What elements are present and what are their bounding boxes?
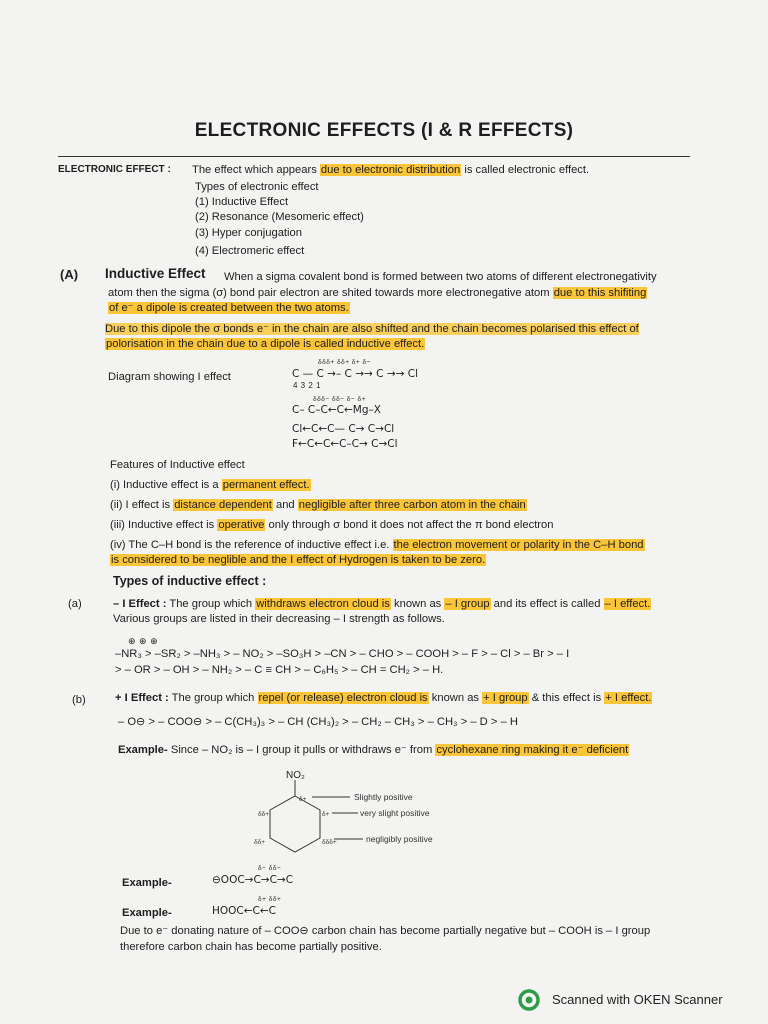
chain1: C — C →– C →→ C →→ Cl [292, 368, 419, 380]
nitro-ring-diagram [240, 766, 470, 866]
ring-delta-3: δδ+ [258, 811, 270, 818]
plus-i-series: – O⊖ > – COO⊖ > – C(CH₃)₃ > – CH (CH₃)₂ > – CH₂ – CH₃ > – CH₃ > – D > – H [118, 716, 518, 728]
features-heading: Features of Inductive effect [110, 459, 245, 471]
ring-delta-2: δ+ [322, 811, 330, 818]
scanner-logo-icon [518, 989, 540, 1011]
minus-i-series-2: > – OR > – OH > – NH₂ > – C ≡ CH > – C₆H₅ > – CH = CH₂ > – H. [115, 664, 444, 676]
chain1-numbers: 4 3 2 1 [293, 381, 321, 390]
sub-a-marker: (a) [68, 598, 82, 610]
section-a-para2-line1: Due to this dipole the σ bonds e⁻ in the chain are also shifted and the chain becomes polarised this effect of [105, 323, 639, 335]
scanner-watermark: Scanned with OKEN Scanner [552, 992, 723, 1007]
section-a-heading: Inductive Effect [105, 266, 206, 281]
types-inductive-heading: Types of inductive effect : [113, 574, 267, 588]
ring-delta-1: δ+ [299, 796, 307, 803]
ring-delta-5: δδδ+ [322, 839, 337, 846]
feature-1: (i) Inductive effect is a permanent effect. [110, 479, 310, 491]
example-2-label: Example- [122, 877, 172, 889]
sub-a-line2: Various groups are listed in their decreasing – I strength as follows. [113, 613, 445, 625]
example-1: Example- Since – NO₂ is – I group it pulls or withdraws e⁻ from cyclohexane ring making it e⁻ deficient [118, 744, 629, 756]
feature-4: (iv) The C–H bond is the reference of inductive effect i.e. the electron movement or polarity in the C–H bond [110, 539, 644, 551]
section-a-para2-line2: polorisation in the chain due to a dipole is called inductive effect. [106, 338, 425, 350]
annotation-slightly-positive: Slightly positive [354, 792, 413, 802]
title-underline [58, 156, 690, 157]
chain3: Cl←C←C— C→ C→Cl [292, 423, 395, 435]
section-a-line2: atom then the sigma (σ) bond pair electron are shited towards more electronegative atom due to this shifiting [108, 287, 647, 299]
ring-hexagon [270, 796, 320, 852]
page-title: ELECTRONIC EFFECTS (I & R EFFECTS) [194, 120, 574, 141]
diagram-label: Diagram showing I effect [108, 371, 231, 383]
types-heading: Types of electronic effect [195, 181, 319, 193]
type-item-3: (3) Hyper conjugation [195, 227, 302, 239]
feature-3: (iii) Inductive effect is operative only through σ bond it does not affect the π bond electron [110, 519, 554, 531]
intro-label: ELECTRONIC EFFECT : [58, 164, 171, 175]
example-3-label: Example- [122, 907, 172, 919]
chain2-deltas: δδδ− δδ− δ− δ+ [313, 396, 366, 403]
sub-b-marker: (b) [72, 694, 86, 706]
final-line-2: therefore carbon chain has become partially positive. [120, 941, 382, 953]
type-item-2: (2) Resonance (Mesomeric effect) [195, 211, 364, 223]
example-2-formula: ⊖OOC→C→C→C [212, 874, 294, 886]
annotation-very-slight: very slight positive [360, 808, 430, 818]
final-line-1: Due to e⁻ donating nature of – COO⊖ carbon chain has become partially negative but – COOH is – I group [120, 925, 651, 937]
section-a-line3: of e⁻ a dipole is created between the two atoms. [109, 302, 349, 314]
section-a-line1: When a sigma covalent bond is formed between two atoms of different electronegativity [224, 271, 657, 283]
example-3-deltas: δ+ δδ+ [258, 896, 282, 903]
sub-a-charges: ⊕ ⊕ ⊕ [128, 636, 159, 646]
chain1-deltas: δδδ+ δδ+ δ+ δ− [318, 359, 371, 366]
feature-2: (ii) I effect is distance dependent and negligible after three carbon atom in the chain [110, 499, 526, 511]
intro-text: The effect which appears due to electronic distribution is called electronic effect. [192, 164, 590, 176]
sub-b-line1: + I Effect : The group which repel (or release) electron cloud is known as + I group & this effect is + I effect. [115, 692, 652, 704]
feature-4-line2: is considered to be neglible and the I effect of Hydrogen is taken to be zero. [111, 554, 486, 566]
sub-a-line1: – I Effect : The group which withdraws electron cloud is known as – I group and its effect is called – I effect. [113, 598, 651, 610]
type-item-4: (4) Electromeric effect [195, 245, 305, 257]
chain4: F←C←C←C–C→ C→Cl [292, 438, 398, 450]
ring-delta-4: δδ+ [254, 839, 266, 846]
ring-top-label: NO₂ [286, 770, 305, 781]
annotation-negligibly: negligibly positive [366, 834, 433, 844]
example-2-deltas: δ− δδ− [258, 865, 282, 872]
minus-i-series-1: –NR₃ > –SR₂ > –NH₃ > – NO₂ > –SO₃H > –CN > – CHO > – COOH > – F > – Cl > – Br > – I [115, 648, 570, 660]
type-item-1: (1) Inductive Effect [195, 196, 289, 208]
section-a-marker: (A) [60, 267, 79, 282]
chain2: C– C–C←C←Mg–X [292, 404, 381, 416]
example-3-formula: HOOC←C←C [212, 905, 277, 917]
